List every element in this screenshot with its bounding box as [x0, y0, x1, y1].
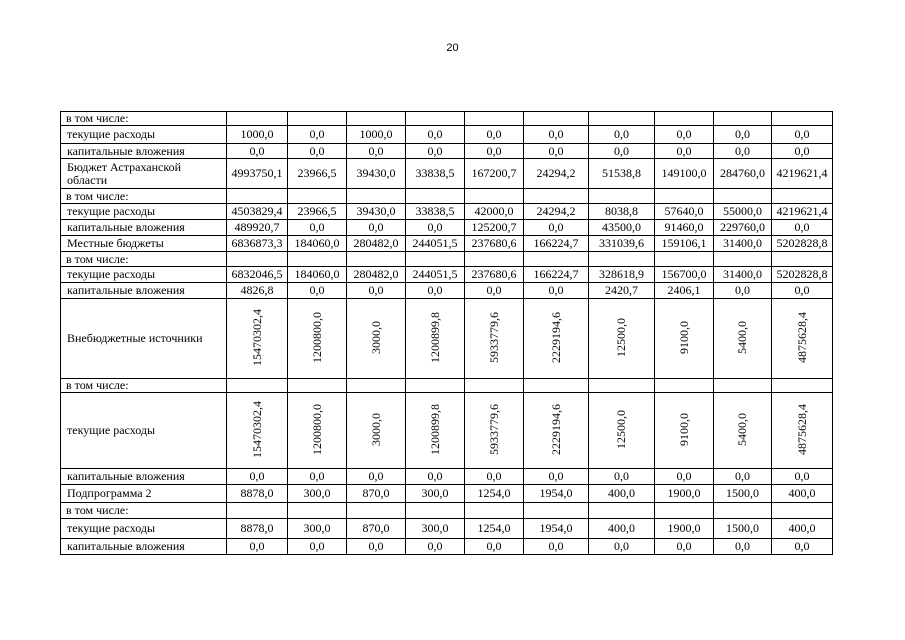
- table-row: [61, 204, 833, 220]
- value-cell: 400,0: [589, 519, 655, 539]
- value-cell: 280482,0: [347, 236, 406, 252]
- empty-cell: [772, 379, 833, 393]
- value-text: 1200899,8: [427, 403, 442, 455]
- value-text: 9100,0: [676, 320, 691, 354]
- value-cell: 0,0: [406, 126, 465, 144]
- value-text: 15470302,4: [249, 308, 264, 366]
- value-cell: 125200,7: [465, 220, 524, 236]
- empty-cell: [288, 379, 347, 393]
- table-row: [61, 220, 833, 236]
- row-label: капитальные вложения: [61, 283, 227, 299]
- row-label: Внебюджетные источники: [61, 299, 227, 379]
- empty-cell: [524, 189, 589, 204]
- value-cell: 0,0: [589, 539, 655, 555]
- value-cell: 0,0: [589, 469, 655, 485]
- empty-cell: [655, 189, 714, 204]
- empty-cell: [465, 379, 524, 393]
- value-cell: 489920,7: [227, 220, 288, 236]
- value-text: 1200800,0: [309, 311, 324, 363]
- value-cell: 51538,8: [589, 159, 655, 189]
- value-cell: [524, 299, 589, 379]
- value-cell: 0,0: [772, 144, 833, 159]
- value-cell: 0,0: [406, 144, 465, 159]
- empty-cell: [347, 379, 406, 393]
- value-cell: 0,0: [714, 539, 772, 555]
- value-text: 2229194,6: [548, 403, 563, 455]
- value-cell: [465, 393, 524, 469]
- value-cell: 400,0: [589, 485, 655, 503]
- value-cell: 0,0: [655, 539, 714, 555]
- value-text: 4875628,4: [794, 311, 809, 363]
- value-cell: 42000,0: [465, 204, 524, 220]
- empty-cell: [772, 112, 833, 126]
- table-row: [61, 283, 833, 299]
- budget-table: [60, 111, 833, 555]
- empty-cell: [714, 112, 772, 126]
- page-number: 20: [446, 42, 459, 54]
- empty-cell: [288, 189, 347, 204]
- empty-cell: [589, 112, 655, 126]
- row-label: Подпрограмма 2: [61, 485, 227, 503]
- value-cell: 229760,0: [714, 220, 772, 236]
- value-text: 5400,0: [735, 320, 749, 354]
- empty-cell: [406, 252, 465, 267]
- value-cell: 244051,5: [406, 267, 465, 283]
- value-cell: 400,0: [772, 519, 833, 539]
- row-label: Бюджет Астраханской области: [61, 159, 227, 189]
- value-cell: 300,0: [406, 519, 465, 539]
- value-text: 5400,0: [735, 412, 749, 446]
- row-label: капитальные вложения: [61, 220, 227, 236]
- empty-cell: [347, 252, 406, 267]
- value-cell: 5202828,8: [772, 267, 833, 283]
- empty-cell: [406, 379, 465, 393]
- row-label: в том числе:: [61, 379, 227, 393]
- empty-cell: [589, 252, 655, 267]
- empty-cell: [655, 503, 714, 519]
- value-cell: 6836873,3: [227, 236, 288, 252]
- value-cell: 0,0: [714, 283, 772, 299]
- value-cell: [589, 393, 655, 469]
- value-text: 4875628,4: [794, 403, 809, 455]
- value-cell: 300,0: [288, 519, 347, 539]
- value-cell: 0,0: [655, 126, 714, 144]
- value-text: 1200800,0: [309, 403, 324, 455]
- value-cell: 280482,0: [347, 267, 406, 283]
- value-cell: 167200,7: [465, 159, 524, 189]
- value-cell: [288, 393, 347, 469]
- value-cell: 244051,5: [406, 236, 465, 252]
- empty-cell: [227, 379, 288, 393]
- row-label: текущие расходы: [61, 204, 227, 220]
- row-label: в том числе:: [61, 252, 227, 267]
- value-cell: 0,0: [406, 283, 465, 299]
- value-text: 15470302,4: [249, 400, 264, 458]
- value-cell: 1500,0: [714, 519, 772, 539]
- empty-cell: [714, 252, 772, 267]
- value-cell: 4503829,4: [227, 204, 288, 220]
- value-cell: 4826,8: [227, 283, 288, 299]
- empty-cell: [589, 503, 655, 519]
- empty-cell: [465, 112, 524, 126]
- row-label: капитальные вложения: [61, 144, 227, 159]
- value-cell: 4219621,4: [772, 204, 833, 220]
- empty-cell: [524, 503, 589, 519]
- value-cell: 0,0: [772, 283, 833, 299]
- table-row: [61, 112, 833, 126]
- table-row: [61, 299, 833, 379]
- value-cell: 31400,0: [714, 236, 772, 252]
- empty-cell: [406, 503, 465, 519]
- table-row: [61, 126, 833, 144]
- value-cell: [347, 299, 406, 379]
- table-row: [61, 393, 833, 469]
- table-row: [61, 485, 833, 503]
- table-row: [61, 189, 833, 204]
- table-row: [61, 252, 833, 267]
- value-cell: 0,0: [288, 220, 347, 236]
- row-label: текущие расходы: [61, 267, 227, 283]
- empty-cell: [655, 252, 714, 267]
- empty-cell: [347, 503, 406, 519]
- value-cell: 184060,0: [288, 267, 347, 283]
- value-cell: 0,0: [465, 144, 524, 159]
- value-cell: 0,0: [227, 539, 288, 555]
- value-cell: 23966,5: [288, 204, 347, 220]
- value-cell: 0,0: [347, 220, 406, 236]
- table-row: [61, 379, 833, 393]
- empty-cell: [227, 503, 288, 519]
- value-text: 3000,0: [368, 412, 383, 446]
- value-cell: 328618,9: [589, 267, 655, 283]
- value-cell: 400,0: [772, 485, 833, 503]
- value-cell: 0,0: [347, 539, 406, 555]
- value-cell: 0,0: [524, 469, 589, 485]
- value-cell: 43500,0: [589, 220, 655, 236]
- value-cell: 0,0: [524, 126, 589, 144]
- empty-cell: [347, 189, 406, 204]
- value-cell: [772, 393, 833, 469]
- value-cell: 91460,0: [655, 220, 714, 236]
- value-cell: 1900,0: [655, 519, 714, 539]
- value-cell: 300,0: [406, 485, 465, 503]
- value-cell: 23966,5: [288, 159, 347, 189]
- value-cell: [406, 393, 465, 469]
- value-cell: 24294,2: [524, 204, 589, 220]
- value-cell: 870,0: [347, 485, 406, 503]
- value-cell: 0,0: [288, 539, 347, 555]
- empty-cell: [227, 252, 288, 267]
- value-cell: 2406,1: [655, 283, 714, 299]
- value-cell: 1954,0: [524, 485, 589, 503]
- value-cell: 300,0: [288, 485, 347, 503]
- value-text: 5933779,6: [486, 403, 501, 455]
- value-cell: 156700,0: [655, 267, 714, 283]
- value-cell: 0,0: [347, 144, 406, 159]
- value-cell: 8878,0: [227, 485, 288, 503]
- value-cell: 39430,0: [347, 204, 406, 220]
- row-label: текущие расходы: [61, 519, 227, 539]
- empty-cell: [227, 189, 288, 204]
- value-cell: [406, 299, 465, 379]
- empty-cell: [655, 379, 714, 393]
- empty-cell: [714, 379, 772, 393]
- value-cell: [465, 299, 524, 379]
- empty-cell: [227, 112, 288, 126]
- value-cell: 0,0: [465, 283, 524, 299]
- empty-cell: [589, 189, 655, 204]
- value-text: 1200899,8: [427, 311, 442, 363]
- value-cell: 1900,0: [655, 485, 714, 503]
- value-cell: 0,0: [288, 126, 347, 144]
- empty-cell: [406, 112, 465, 126]
- value-cell: 0,0: [714, 469, 772, 485]
- value-cell: 0,0: [524, 539, 589, 555]
- value-text: 12500,0: [614, 317, 628, 357]
- value-cell: 184060,0: [288, 236, 347, 252]
- value-cell: [589, 299, 655, 379]
- value-cell: 0,0: [589, 144, 655, 159]
- value-cell: 0,0: [347, 283, 406, 299]
- table-row: [61, 159, 833, 189]
- value-cell: 0,0: [772, 220, 833, 236]
- value-cell: 0,0: [772, 469, 833, 485]
- value-cell: 24294,2: [524, 159, 589, 189]
- value-cell: 166224,7: [524, 267, 589, 283]
- value-cell: 0,0: [347, 469, 406, 485]
- value-cell: [227, 393, 288, 469]
- table-row: [61, 469, 833, 485]
- value-cell: 33838,5: [406, 159, 465, 189]
- table-row: [61, 267, 833, 283]
- value-cell: 0,0: [524, 144, 589, 159]
- value-cell: 159106,1: [655, 236, 714, 252]
- value-text: 3000,0: [368, 320, 383, 354]
- table-row: [61, 519, 833, 539]
- value-cell: 0,0: [714, 126, 772, 144]
- value-cell: 870,0: [347, 519, 406, 539]
- empty-cell: [406, 189, 465, 204]
- table-body: [61, 112, 833, 555]
- value-cell: [714, 299, 772, 379]
- value-cell: 1254,0: [465, 519, 524, 539]
- value-cell: 0,0: [655, 144, 714, 159]
- value-cell: 0,0: [227, 144, 288, 159]
- value-cell: 1254,0: [465, 485, 524, 503]
- row-label: Местные бюджеты: [61, 236, 227, 252]
- value-cell: 0,0: [714, 144, 772, 159]
- value-cell: 331039,6: [589, 236, 655, 252]
- value-cell: 237680,6: [465, 236, 524, 252]
- value-cell: 1500,0: [714, 485, 772, 503]
- value-cell: [655, 393, 714, 469]
- table-row: [61, 236, 833, 252]
- value-cell: 57640,0: [655, 204, 714, 220]
- empty-cell: [288, 252, 347, 267]
- value-cell: 0,0: [524, 283, 589, 299]
- value-cell: [772, 299, 833, 379]
- row-label: текущие расходы: [61, 126, 227, 144]
- value-cell: 4993750,1: [227, 159, 288, 189]
- empty-cell: [772, 503, 833, 519]
- value-cell: [347, 393, 406, 469]
- empty-cell: [524, 112, 589, 126]
- value-cell: 8038,8: [589, 204, 655, 220]
- value-cell: [655, 299, 714, 379]
- row-label: текущие расходы: [61, 393, 227, 469]
- value-text: 9100,0: [676, 412, 691, 446]
- value-cell: 237680,6: [465, 267, 524, 283]
- empty-cell: [714, 503, 772, 519]
- value-cell: 1000,0: [347, 126, 406, 144]
- value-cell: 284760,0: [714, 159, 772, 189]
- value-cell: 55000,0: [714, 204, 772, 220]
- value-cell: 31400,0: [714, 267, 772, 283]
- value-cell: 0,0: [655, 469, 714, 485]
- value-cell: 0,0: [465, 539, 524, 555]
- empty-cell: [772, 252, 833, 267]
- value-cell: 1954,0: [524, 519, 589, 539]
- value-cell: 6832046,5: [227, 267, 288, 283]
- value-text: 2229194,6: [548, 311, 563, 363]
- row-label: в том числе:: [61, 112, 227, 126]
- value-cell: 1000,0: [227, 126, 288, 144]
- table-row: [61, 503, 833, 519]
- value-cell: 8878,0: [227, 519, 288, 539]
- value-cell: 5202828,8: [772, 236, 833, 252]
- empty-cell: [714, 189, 772, 204]
- empty-cell: [589, 379, 655, 393]
- value-cell: 149100,0: [655, 159, 714, 189]
- empty-cell: [655, 112, 714, 126]
- empty-cell: [465, 252, 524, 267]
- value-cell: 4219621,4: [772, 159, 833, 189]
- value-cell: 0,0: [589, 126, 655, 144]
- value-cell: 0,0: [406, 220, 465, 236]
- value-cell: 2420,7: [589, 283, 655, 299]
- empty-cell: [347, 112, 406, 126]
- value-text: 12500,0: [614, 409, 628, 449]
- empty-cell: [288, 503, 347, 519]
- value-cell: 0,0: [406, 469, 465, 485]
- row-label: в том числе:: [61, 189, 227, 204]
- value-cell: [714, 393, 772, 469]
- value-cell: 0,0: [772, 539, 833, 555]
- value-cell: 0,0: [465, 126, 524, 144]
- row-label: капитальные вложения: [61, 469, 227, 485]
- table-row: [61, 539, 833, 555]
- value-cell: 0,0: [288, 469, 347, 485]
- empty-cell: [465, 503, 524, 519]
- row-label: в том числе:: [61, 503, 227, 519]
- value-cell: [227, 299, 288, 379]
- empty-cell: [465, 189, 524, 204]
- value-cell: 0,0: [406, 539, 465, 555]
- table-row: [61, 144, 833, 159]
- value-cell: 166224,7: [524, 236, 589, 252]
- value-cell: [288, 299, 347, 379]
- empty-cell: [288, 112, 347, 126]
- value-cell: 0,0: [288, 144, 347, 159]
- empty-cell: [772, 189, 833, 204]
- value-cell: 0,0: [465, 469, 524, 485]
- empty-cell: [524, 252, 589, 267]
- value-cell: 33838,5: [406, 204, 465, 220]
- value-cell: 0,0: [288, 283, 347, 299]
- value-cell: 0,0: [772, 126, 833, 144]
- value-cell: [524, 393, 589, 469]
- value-cell: 39430,0: [347, 159, 406, 189]
- value-text: 5933779,6: [486, 311, 501, 363]
- empty-cell: [524, 379, 589, 393]
- value-cell: 0,0: [227, 469, 288, 485]
- row-label: капитальные вложения: [61, 539, 227, 555]
- value-cell: 0,0: [524, 220, 589, 236]
